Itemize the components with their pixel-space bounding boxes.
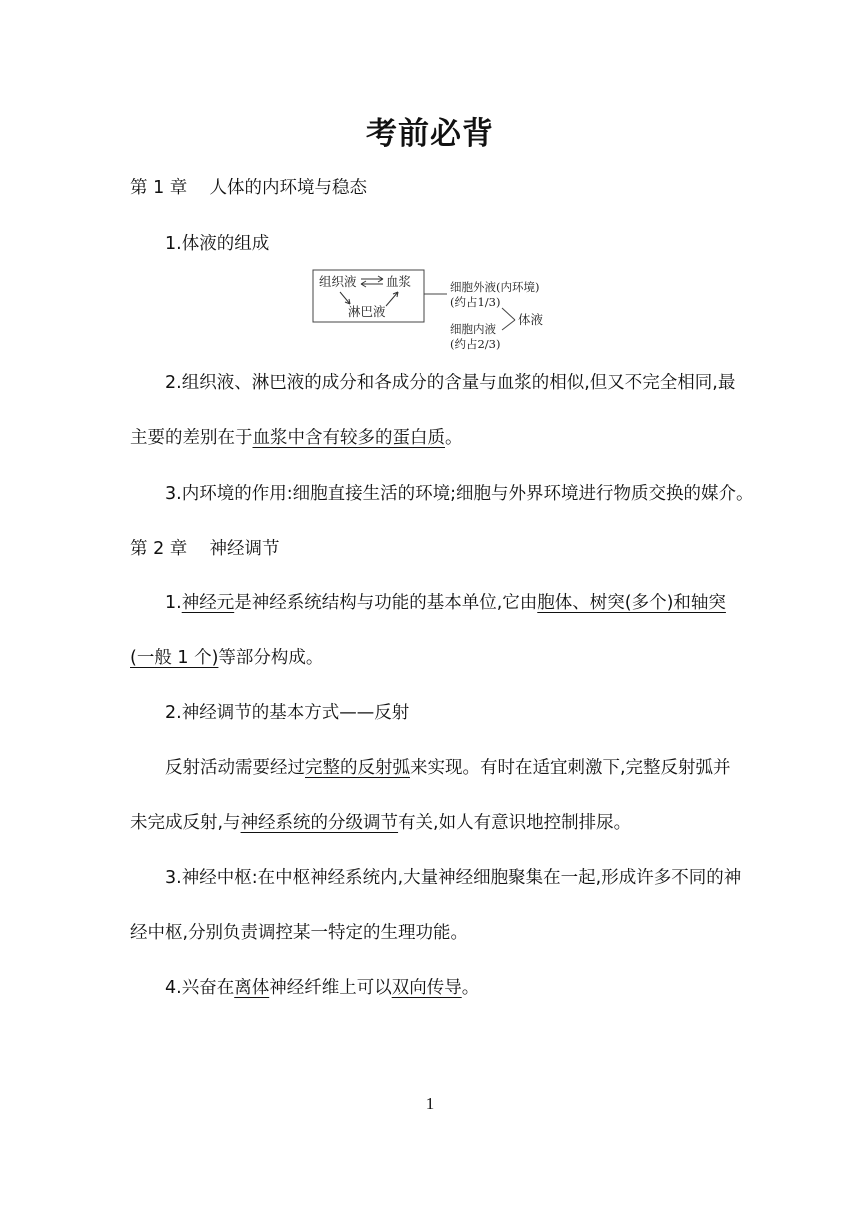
ch1-item-1: 1.体液的组成	[165, 234, 270, 254]
ch2-item-3-line-1: 3.神经中枢:在中枢神经系统内,大量神经细胞聚集在一起,形成许多不同的神	[165, 868, 742, 888]
ch2-item-2-detail-text: 反射活动需要经过	[165, 758, 305, 778]
ch1-item-2-underlined: 血浆中含有较多的蛋白质	[252, 428, 445, 448]
ch2-item-4-end: 。	[461, 978, 480, 998]
ch2-item-1-underlined-parts: 胞体、树突(多个)和轴突	[537, 593, 726, 613]
ch2-item-2-detail-text-3: 未完成反射,与	[130, 813, 241, 833]
intracellular-ratio-label: (约占2/3)	[450, 337, 501, 351]
body-fluid-diagram	[310, 266, 560, 358]
ch2-item-1-end: 等部分构成。	[218, 648, 324, 668]
ch2-item-2-detail-text-4: 有关,如人有意识地控制排尿。	[398, 813, 632, 833]
ch2-item-4-text-2: 神经纤维上可以	[269, 978, 392, 998]
page-title: 考前必背	[366, 116, 494, 152]
chapter-2-heading	[130, 536, 730, 562]
ch2-item-4-underlined-isolated: 离体	[234, 978, 270, 998]
body-fluid-total-label: 体液	[518, 312, 544, 327]
ch2-item-1-underlined-neuron: 神经元	[181, 593, 235, 613]
ch2-item-2-underlined-reflex-arc: 完整的反射弧	[305, 758, 410, 778]
ch2-item-4-text: 4.兴奋在	[165, 978, 235, 998]
ch1-item-3: 3.内环境的作用:细胞直接生活的环境;细胞与外界环境进行物质交换的媒介。	[165, 484, 754, 504]
ch1-item-2-text: 主要的差别在于	[130, 428, 253, 448]
page-number: 1	[425, 1094, 435, 1113]
brace-upper-line	[502, 308, 515, 320]
chapter-1-number: 第 1 章	[130, 178, 188, 198]
ch2-item-2-detail-text-2: 来实现。有时在适宜刺激下,完整反射弧并	[410, 758, 731, 778]
ch2-item-4-underlined-bidirectional: 双向传导	[391, 978, 462, 998]
ch2-item-2-detail-line-1	[165, 755, 735, 781]
ch1-item-2-line-2	[130, 425, 730, 451]
ch2-item-4	[165, 975, 735, 1001]
plasma-label: 血浆	[386, 274, 412, 289]
intracellular-fluid-label: 细胞内液	[450, 322, 496, 336]
ch1-item-2-end: 。	[445, 428, 463, 448]
ch2-item-1-number: 1.	[165, 593, 182, 613]
chapter-1-heading	[130, 175, 730, 201]
lymph-to-plasma-arrow	[386, 292, 398, 306]
ch2-item-2: 2.神经调节的基本方式——反射	[165, 703, 410, 723]
tissue-fluid-label: 组织液	[319, 274, 357, 289]
ch2-item-3-line-2: 经中枢,分别负责调控某一特定的生理功能。	[130, 923, 469, 943]
ch2-item-1-text: 是神经系统结构与功能的基本单位,它由	[234, 593, 538, 613]
ch2-item-1-line-2	[130, 645, 730, 671]
ch2-item-2-detail-line-2	[130, 810, 730, 836]
chapter-2-title: 神经调节	[209, 539, 280, 559]
extracellular-ratio-label: (约占1/3)	[450, 295, 501, 309]
ch1-item-2-line-1: 2.组织液、淋巴液的成分和各成分的含量与血浆的相似,但又不完全相同,最	[165, 373, 736, 393]
brace-lower-line	[502, 320, 515, 330]
body-fluid-diagram-svg	[310, 266, 560, 358]
chapter-2-number: 第 2 章	[130, 539, 188, 559]
ch2-item-1-underlined-axon: (一般 1 个)	[130, 648, 219, 668]
ch2-item-1-line-1	[165, 590, 735, 616]
lymph-label: 淋巴液	[348, 304, 386, 319]
extracellular-fluid-label: 细胞外液(内环境)	[450, 280, 540, 294]
chapter-1-title: 人体的内环境与稳态	[209, 178, 368, 198]
ch2-item-2-underlined-hierarchy: 神经系统的分级调节	[240, 813, 399, 833]
